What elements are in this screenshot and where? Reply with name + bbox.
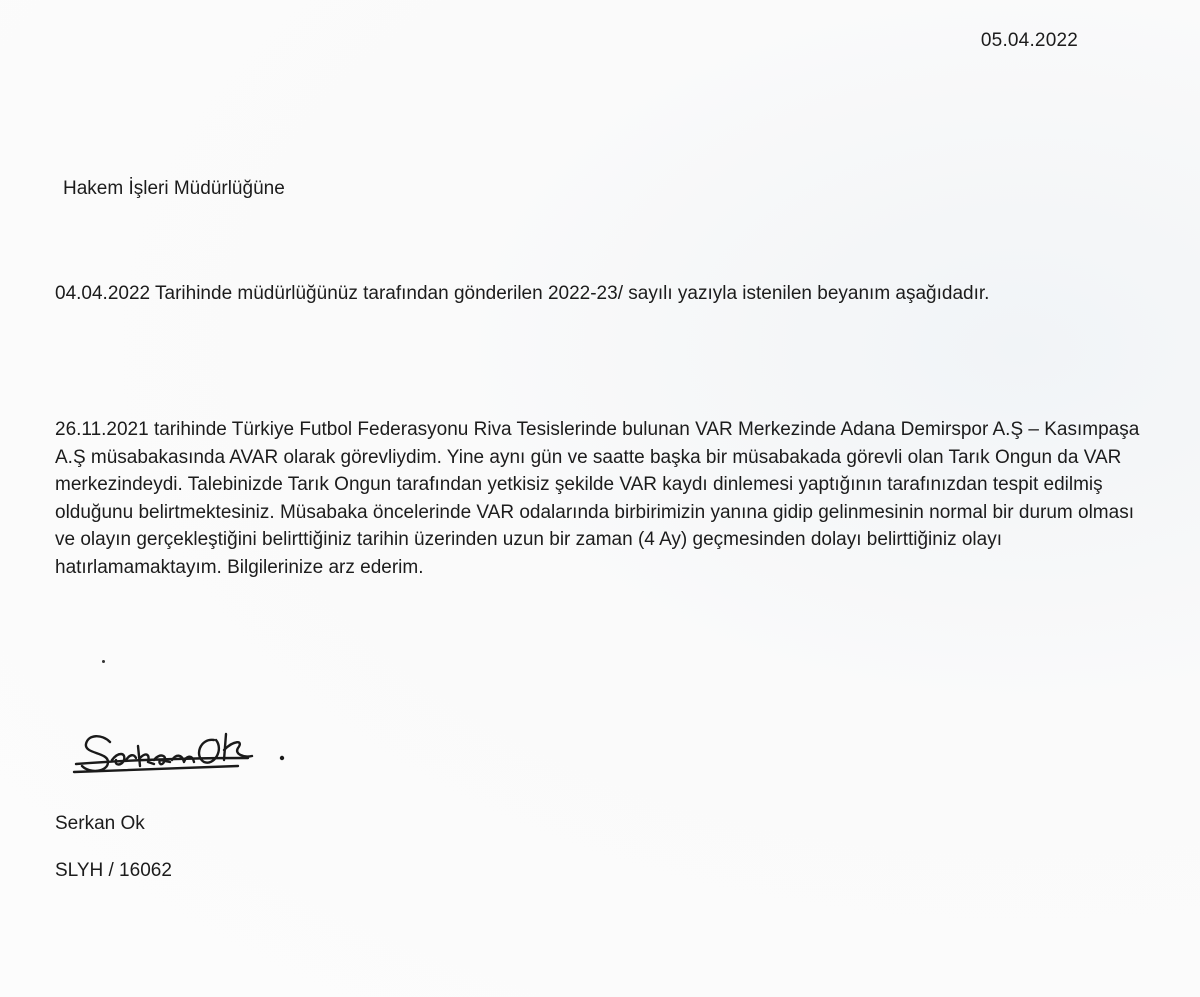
- handwritten-signature: [68, 700, 318, 790]
- letter-paragraph-intro: 04.04.2022 Tarihinde müdürlüğünüz tarafından gönderilen 2022-23/ sayılı yazıyla istenilen beyanım aşağıdadır.: [55, 283, 990, 304]
- signer-name: Serkan Ok: [55, 813, 145, 834]
- letter-recipient: Hakem İşleri Müdürlüğüne: [63, 178, 285, 199]
- letter-date: 05.04.2022: [980, 30, 1078, 51]
- signer-code: SLYH / 16062: [55, 860, 172, 881]
- ink-dot: [102, 660, 105, 663]
- letter-paragraph-statement: 26.11.2021 tarihinde Türkiye Futbol Federasyonu Riva Tesislerinde bulunan VAR Merkezinde Adana Demirspor A.Ş – Kasımpaşa A.Ş müsabakasında AVAR olarak görevliydim. Yine aynı gün ve saatte başka bir müsabakada görevli olan Tarık Ongun da VAR merkezindeydi. Talebinizde Tarık Ongun tarafından yetkisiz şekilde VAR kaydı dinlemesi yaptığının tarafınızdan tespit edilmiş olduğunu belirtmektesiniz. Müsabaka öncelerinde VAR odalarında birbirimizin yanına gidip gelinmesinin normal bir durum olması ve olayın gerçekleştiğini belirttiğiniz tarihin üzerinden uzun bir zaman (4 Ay) geçmesinden dolayı belirttiğiniz olayı hatırlamamaktayım. Bilgilerinize arz ederim.: [55, 419, 1140, 578]
